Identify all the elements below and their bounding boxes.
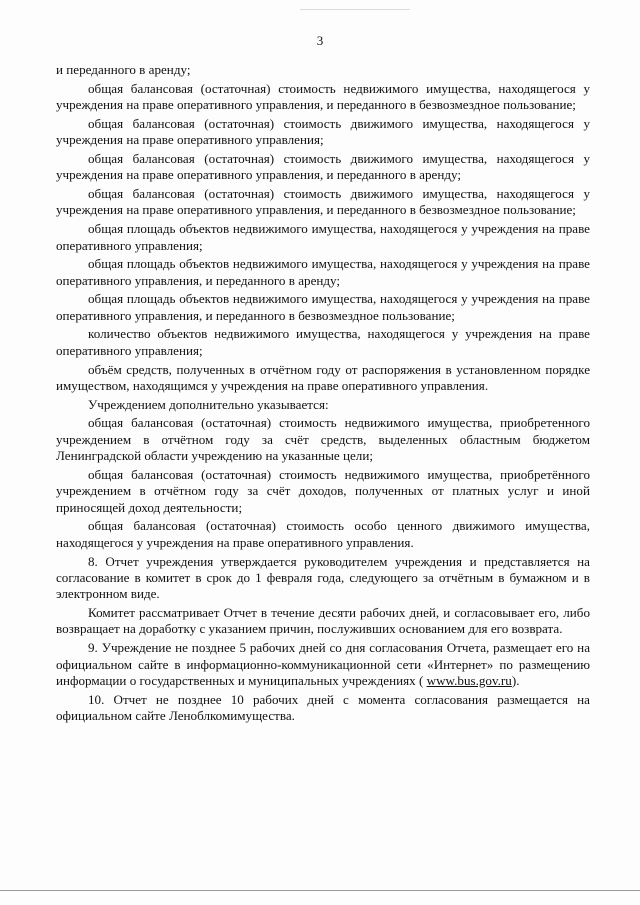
- paragraph-9: [56, 640, 590, 689]
- paragraph: общая балансовая (остаточная) стоимость особо ценного движимого имущества, находящегося у учреждения на праве оперативного управления.: [56, 518, 590, 550]
- paragraph: 10. Отчет не позднее 10 рабочих дней с момента согласования размещается на официальном сайте Ленoблкомимущества.: [56, 691, 590, 724]
- paragraph: и переданного в аренду;: [56, 62, 191, 77]
- paragraph: общая балансовая (остаточная) стоимость движимого имущества, находящегося у учреждения на праве оперативного управления;: [56, 115, 590, 148]
- paragraph: общая площадь объектов недвижимого имущества, находящегося у учреждения на праве оперативного управления, и переданного в безвозмездное пользование;: [56, 291, 590, 323]
- bottom-rule: [0, 890, 640, 891]
- paragraph: общая балансовая (остаточная) стоимость недвижимого имущества, приобретенного учреждением в отчётном году за счёт средств, выделенных областным бюджетом Ленинградской области учреждению на указанные цели;: [56, 415, 590, 464]
- paragraph: Комитет рассматривает Отчет в течение десяти рабочих дней, и согласовывает его, либо возвращает на доработку с указанием причин, послуживших основанием для его возврата.: [56, 605, 590, 637]
- paragraph-9-text: 9. Учреждение не позднее 5 рабочих дней со дня согласования Отчета, размещает его на официальном сайте в информационно-коммуникационной сети «Интернет» по размещению информации о государственных и муниципальных учреждениях (: [56, 640, 590, 688]
- paragraph: общая балансовая (остаточная) стоимость движимого имущества, находящегося у учреждения на праве оперативного управления, и переданного в безвозмездное пользование;: [56, 186, 590, 218]
- scan-artifact: [300, 9, 410, 10]
- paragraph: общая балансовая (остаточная) стоимость движимого имущества, находящегося у учреждения на праве оперативного управления, и переданного в аренду;: [56, 150, 590, 183]
- paragraph: общая площадь объектов недвижимого имущества, находящегося у учреждения на праве оперативного управления;: [56, 221, 590, 253]
- paragraph: общая балансовая (остаточная) стоимость недвижимого имущества, приобретённого учреждением в отчётном году за счёт доходов, полученных от платных услуг и иной приносящей доход деятельности;: [56, 466, 590, 515]
- paragraph: Учреждением дополнительно указывается:: [88, 396, 329, 412]
- document-body: [56, 62, 590, 727]
- paragraph: объём средств, полученных в отчётном году от распоряжения в установленном порядке имуществом, находящимся у учреждения на праве оперативного управления.: [56, 361, 590, 393]
- paragraph: общая балансовая (остаточная) стоимость недвижимого имущества, находящегося у учреждения на праве оперативного управления, и переданного в безвозмездное пользование;: [56, 80, 590, 113]
- paragraph: количество объектов недвижимого имущества, находящегося у учреждения на праве оперативного управления;: [56, 326, 590, 358]
- paragraph-9-tail: ).: [511, 672, 520, 688]
- bus-gov-link[interactable]: www.bus.gov.ru: [426, 672, 512, 688]
- paragraph: 8. Отчет учреждения утверждается руководителем учреждения и представляется на согласование в комитет в срок до 1 февраля года, следующего за отчётным в бумажном и в электронном виде.: [56, 553, 590, 602]
- paragraph: общая площадь объектов недвижимого имущества, находящегося у учреждения на праве оперативного управления, и переданного в аренду;: [56, 256, 590, 288]
- page-number: 3: [316, 33, 324, 48]
